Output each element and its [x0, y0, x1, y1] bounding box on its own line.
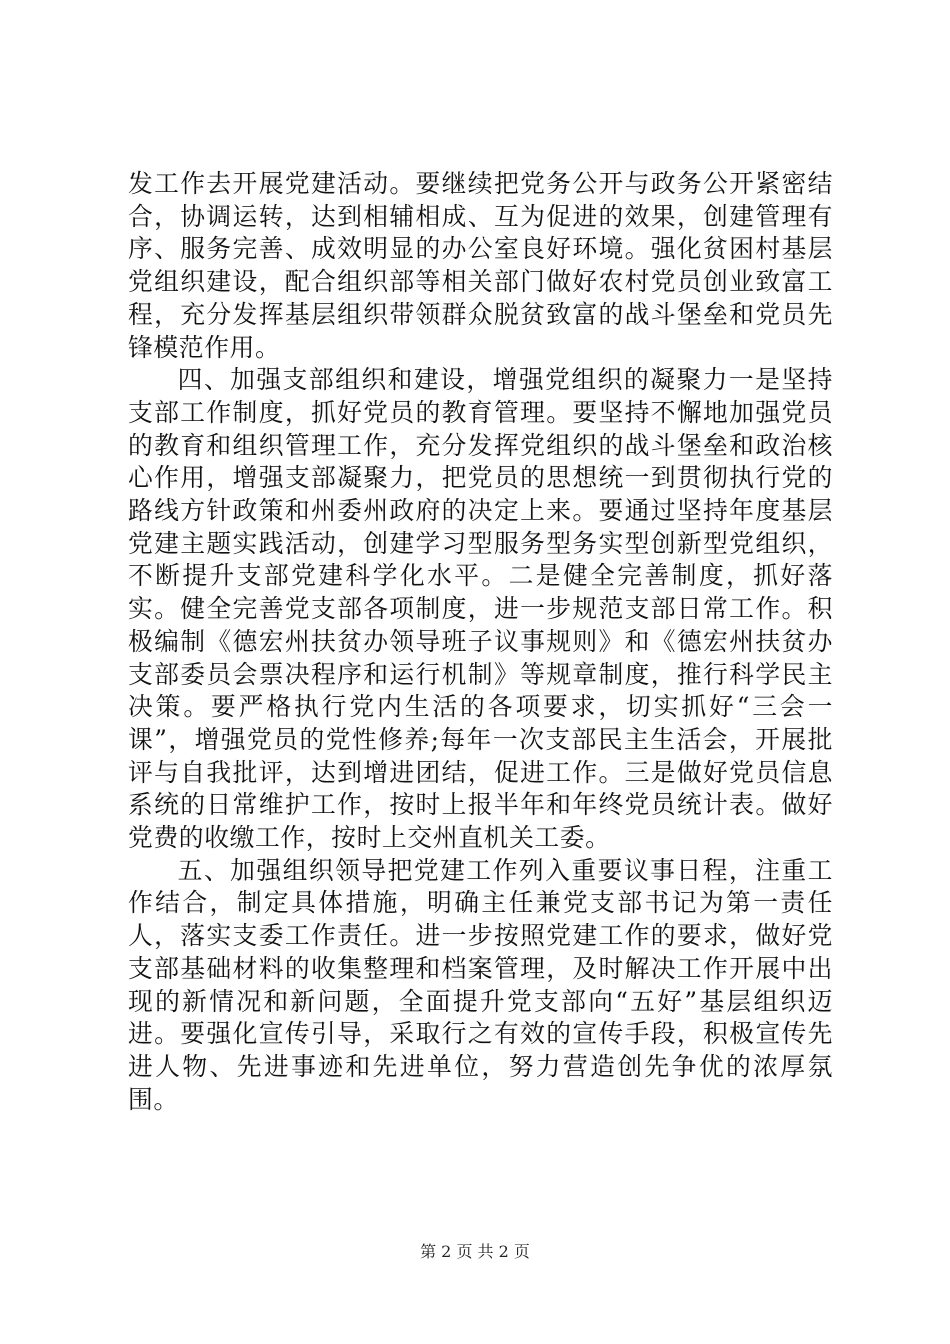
paragraph-1: 发工作去开展党建活动。要继续把党务公开与政务公开紧密结合，协调运转，达到相辅相成、互为促进的效果，创建管理有序、服务完善、成效明显的办公室良好环境。强化贫困村基层党组织建设，配合组织部等相关部门做好农村党员创业致富工程，充分发挥基层组织带领群众脱贫致富的战斗堡垒和党员先锋模范作用。: [128, 169, 833, 362]
paragraph-2: 四、加强支部组织和建设，增强党组织的凝聚力一是坚持支部工作制度，抓好党员的教育管理。要坚持不懈地加强党员的教育和组织管理工作，充分发挥党组织的战斗堡垒和政治核心作用，增强支部凝聚力，把党员的思想统一到贯彻执行党的路线方针政策和州委州政府的决定上来。要通过坚持年度基层党建主题实践活动，创建学习型服务型务实型创新型党组织，不断提升支部党建科学化水平。二是健全完善制度，抓好落实。健全完善党支部各项制度，进一步规范支部日常工作。积极编制《德宏州扶贫办领导班子议事规则》和《德宏州扶贫办支部委员会票决程序和运行机制》等规章制度，推行科学民主决策。要严格执行党内生活的各项要求，切实抓好“三会一课”，增强党员的党性修养;每年一次支部民主生活会，开展批评与自我批评，达到增进团结，促进工作。三是做好党员信息系统的日常维护工作，按时上报半年和年终党员统计表。做好党费的收缴工作，按时上交州直机关工委。: [128, 365, 833, 853]
page-number-footer: 第 2 页 共 2 页: [420, 1242, 530, 1261]
document-body: [128, 168, 833, 1116]
paragraph-3: 五、加强组织领导把党建工作列入重要议事日程，注重工作结合，制定具体措施，明确主任兼党支部书记为第一责任人，落实支委工作责任。进一步按照党建工作的要求，做好党支部基础材料的收集整理和档案管理，及时解决工作开展中出现的新情况和新问题，全面提升党支部向“五好”基层组织迈进。要强化宣传引导，采取行之有效的宣传手段，积极宣传先进人物、先进事迹和先进单位，努力营造创先争优的浓厚氛围。: [128, 855, 833, 1114]
